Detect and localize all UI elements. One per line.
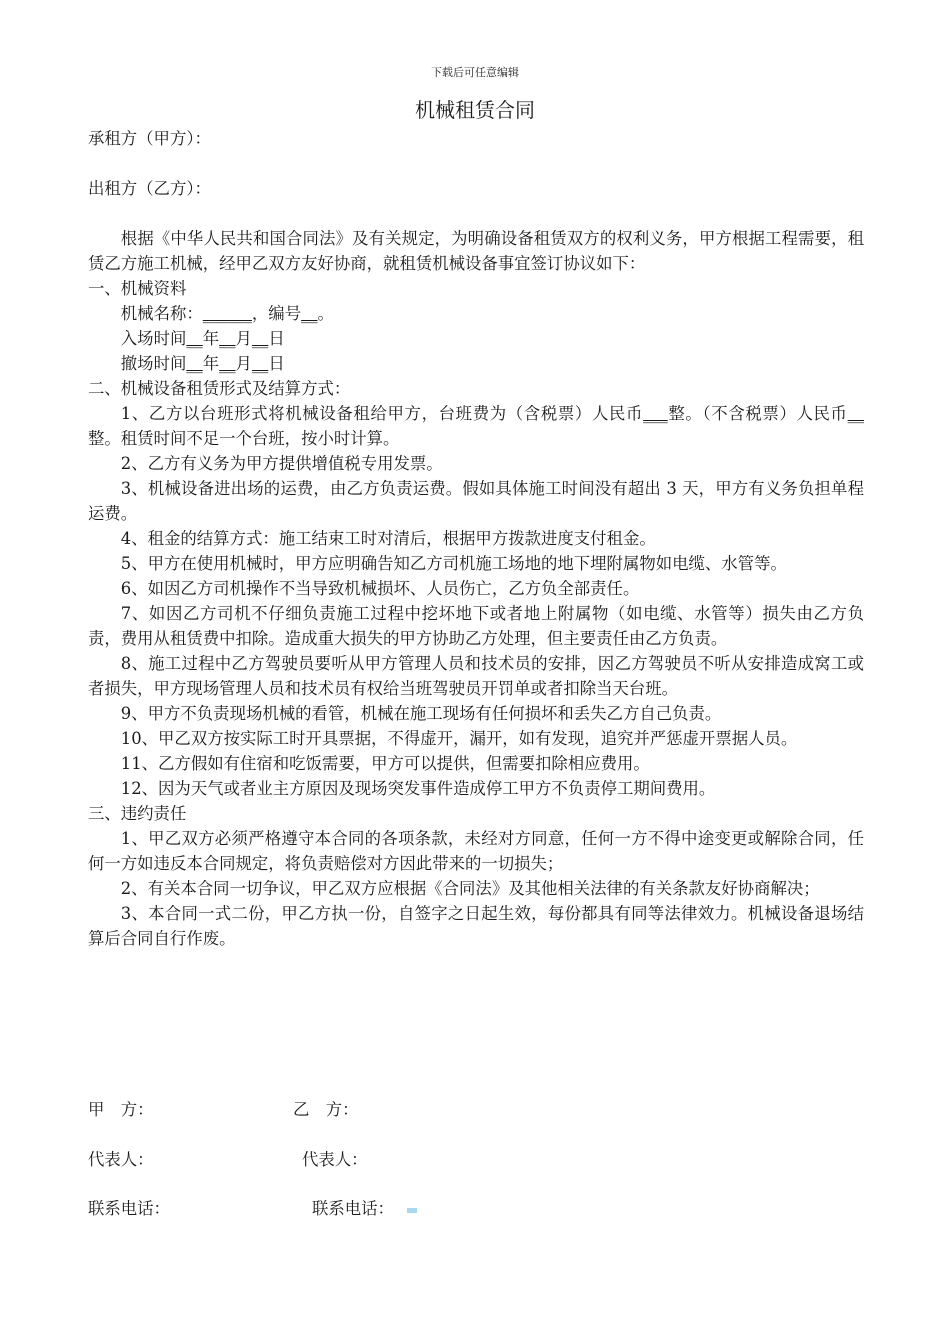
section2-item: 5、甲方在使用机械时，甲方应明确告知乙方司机施工场地的地下埋附属物如电缆、水管等。 — [120, 554, 787, 573]
party-b-line: 出租方（乙方）： — [88, 179, 211, 198]
document-title: 机械租赁合同 — [415, 98, 535, 122]
section3-item: 1、甲乙双方必须严格遵守本合同的各项条款，未经对方同意，任何一方不得中途变更或解除合同，任何一方如违反本合同规定，将负责赔偿对方因此带来的一切损失； — [88, 829, 864, 873]
section2-item: 1、乙方以台班形式将机械设备租给甲方，台班费为（含税票）人民币___整。（不含税票）人民币__整。租赁时间不足一个台班，按小时计算。 — [88, 404, 864, 448]
section1-heading: 一、机械资料 — [88, 279, 187, 298]
exit-time-line: 撤场时间__年__月__日 — [120, 354, 285, 373]
section2-item: 11、乙方假如有住宿和吃饭需要，甲方可以提供，但需要扣除相应费用。 — [120, 754, 650, 773]
section2-item: 2、乙方有义务为甲方提供增值税专用发票。 — [120, 454, 443, 473]
section2-heading: 二、机械设备租赁形式及结算方式： — [88, 379, 351, 398]
signature-rep-b: 代表人： — [302, 1150, 368, 1169]
section2-item: 7、如因乙方司机不仔细负责施工过程中挖坏地下或者地上附属物（如电缆、水管等）损失由乙方负责，费用从租赁费中扣除。造成重大损失的甲方协助乙方处理，但主要责任由乙方负责。 — [88, 604, 864, 648]
header-note: 下载后可任意编辑 — [431, 66, 519, 79]
section2-item: 3、机械设备进出场的运费，由乙方负责运费。假如具体施工时间没有超出 3 天，甲方有义务负担单程运费。 — [88, 479, 864, 523]
section2-item: 10、甲乙双方按实际工时开具票据，不得虚开，漏开，如有发现，追究并严惩虚开票据人员。 — [120, 729, 798, 748]
signature-party-a: 甲 方： — [88, 1100, 154, 1119]
machine-name-line: 机械名称：______，编号__。 — [120, 304, 334, 323]
highlight-mark — [407, 1208, 417, 1213]
contract-body — [88, 126, 864, 951]
signature-party-b: 乙 方： — [293, 1100, 359, 1119]
section3-item: 2、有关本合同一切争议，甲乙双方应根据《合同法》及其他相关法律的有关条款友好协商解决； — [120, 879, 820, 898]
entry-time-line: 入场时间__年__月__日 — [120, 329, 285, 348]
signature-phone-a: 联系电话： — [88, 1199, 170, 1218]
section3-item: 3、本合同一式二份，甲乙方执一份，自签字之日起生效，每份都具有同等法律效力。机械设备退场结算后合同自行作废。 — [88, 904, 864, 948]
signature-phone-b: 联系电话： — [312, 1199, 394, 1218]
section2-item: 8、施工过程中乙方驾驶员要听从甲方管理人员和技术员的安排，因乙方驾驶员不听从安排造成窝工或者损失，甲方现场管理人员和技术员有权给当班驾驶员开罚单或者扣除当天台班。 — [88, 654, 864, 698]
section2-item: 6、如因乙方司机操作不当导致机械损坏、人员伤亡，乙方负全部责任。 — [120, 579, 640, 598]
party-a-line: 承租方（甲方）： — [88, 129, 211, 148]
section2-item: 12、因为天气或者业主方原因及现场突发事件造成停工甲方不负责停工期间费用。 — [120, 779, 716, 798]
section3-heading: 三、违约责任 — [88, 804, 187, 823]
section2-item: 9、甲方不负责现场机械的看管，机械在施工现场有任何损坏和丢失乙方自己负责。 — [120, 704, 722, 723]
signature-rep-a: 代表人： — [88, 1150, 154, 1169]
intro-paragraph: 根据《中华人民共和国合同法》及有关规定，为明确设备租赁双方的权利义务，甲方根据工程需要，租赁乙方施工机械，经甲乙双方友好协商，就租赁机械设备事宜签订协议如下： — [88, 229, 864, 273]
section2-item: 4、租金的结算方式：施工结束工时对清后，根据甲方拨款进度支付租金。 — [120, 529, 656, 548]
